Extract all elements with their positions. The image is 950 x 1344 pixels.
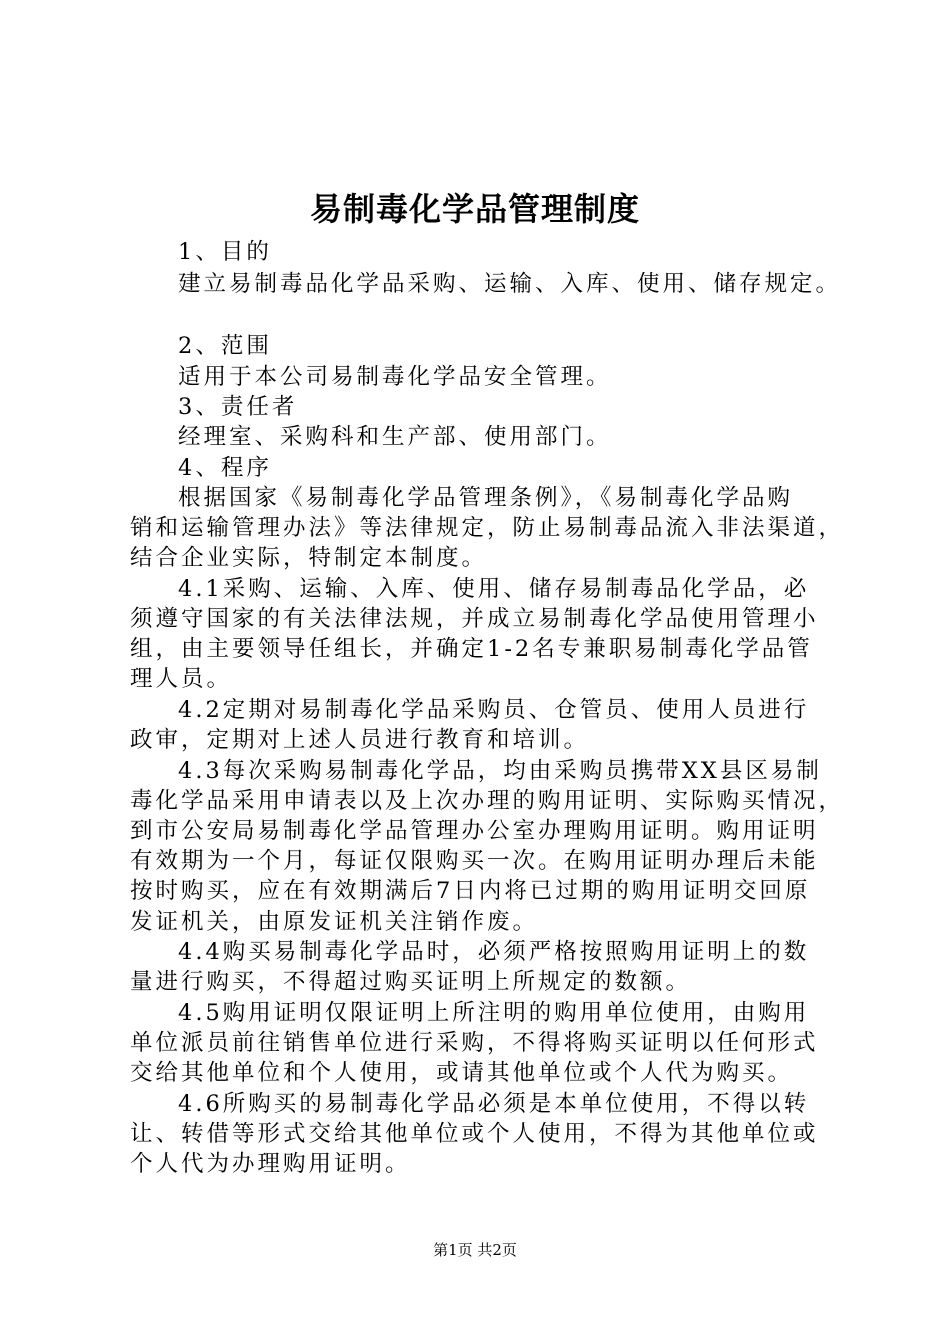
paragraph-line: 根据国家《易制毒化学品管理条例》，《易制毒化学品购: [178, 485, 794, 511]
clause-4-5-line: 4.5购用证明仅限证明上所注明的购用单位使用，由购用: [178, 1000, 810, 1026]
clause-4-1-line: 4.1采购、运输、入库、使用、储存易制毒品化学品，必: [178, 576, 810, 602]
clause-4-5-line: 单位派员前往销售单位进行采购，不得将购买证明以任何形式: [130, 1030, 819, 1056]
clause-4-6-line: 4.6所购买的易制毒化学品必须是本单位使用，不得以转: [178, 1091, 810, 1117]
clause-4-3-line: 毒化学品采用申请表以及上次办理的购用证明、实际购买情况，: [130, 788, 845, 814]
clause-4-3-line: 发证机关，由原发证机关注销作废。: [130, 909, 539, 935]
clause-4-3-line: 有效期为一个月，每证仅限购买一次。在购用证明办理后未能: [130, 848, 819, 874]
clause-4-3-line: 4.3每次采购易制毒化学品，均由采购员携带XX县区易制: [178, 758, 822, 784]
clause-4-2-line: 4.2定期对易制毒化学品采购员、仓管员、使用人员进行: [178, 697, 810, 723]
paragraph-line: 经理室、采购科和生产部、使用部门。: [178, 424, 612, 450]
clause-4-2-line: 政审，定期对上述人员进行教育和培训。: [130, 727, 590, 753]
clause-4-6-line: 让、转借等形式交给其他单位或个人使用，不得为其他单位或: [130, 1121, 819, 1147]
paragraph-line: 结合企业实际，特制定本制度。: [130, 545, 488, 571]
clause-4-4-line: 量进行购买，不得超过购买证明上所规定的数额。: [130, 969, 692, 995]
section-heading-purpose: 1、目的: [178, 239, 272, 265]
section-heading-scope: 2、范围: [178, 333, 272, 359]
clause-4-1-line: 须遵守国家的有关法律法规，并成立易制毒化学品使用管理小: [130, 606, 819, 632]
clause-4-3-line: 按时购买，应在有效期满后7日内将已过期的购用证明交回原: [130, 878, 811, 904]
clause-4-5-line: 交给其他单位和个人使用，或请其他单位或个人代为购买。: [130, 1060, 794, 1086]
clause-4-1-line: 组，由主要领导任组长，并确定1-2名专兼职易制毒化学品管: [130, 636, 813, 662]
clause-4-1-line: 理人员。: [130, 666, 233, 692]
clause-4-4-line: 4.4购买易制毒化学品时，必须严格按照购用证明上的数: [178, 939, 810, 965]
section-heading-responsible: 3、责任者: [178, 394, 298, 420]
clause-4-6-line: 个人代为办理购用证明。: [130, 1151, 411, 1177]
paragraph-line: 销和运输管理办法》等法律规定，防止易制毒品流入非法渠道，: [130, 515, 845, 541]
paragraph-line: 适用于本公司易制毒化学品安全管理。: [178, 364, 612, 390]
page-number-footer: 第1页 共2页: [433, 1241, 517, 1259]
document-title: 易制毒化学品管理制度: [309, 190, 640, 228]
paragraph-line: 建立易制毒品化学品采购、运输、入库、使用、储存规定。: [178, 271, 842, 297]
section-heading-procedure: 4、程序: [178, 455, 272, 481]
clause-4-3-line: 到市公安局易制毒化学品管理办公室办理购用证明。购用证明: [130, 818, 819, 844]
